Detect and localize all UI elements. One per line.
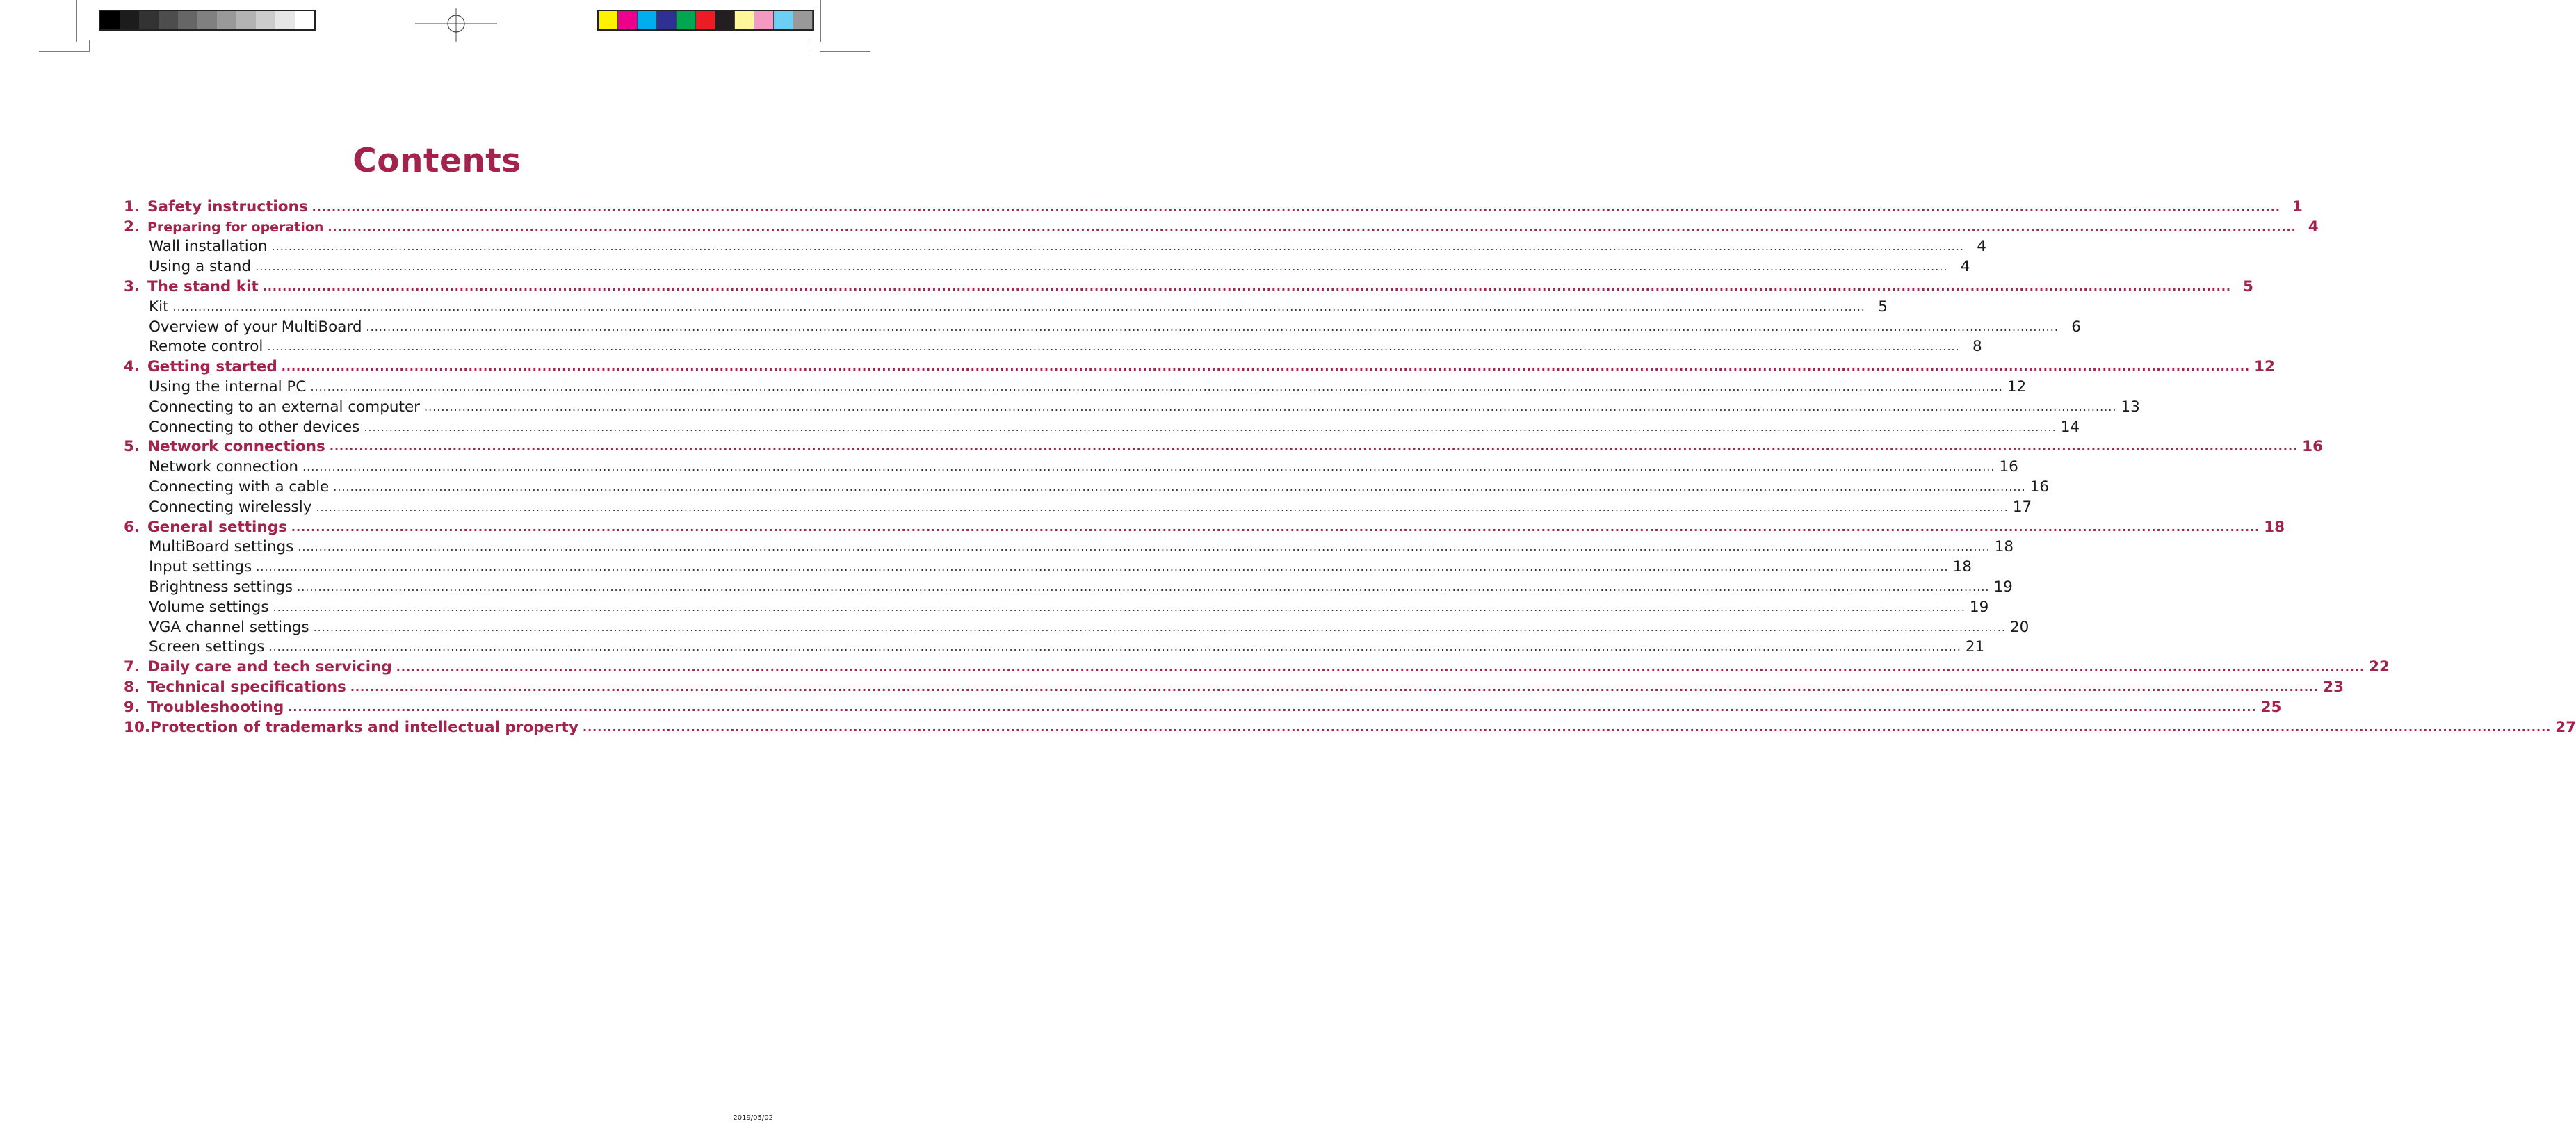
toc-chapter-number: 7. [124,658,140,676]
toc-page-number: 4 [2308,218,2319,236]
color-swatch [159,11,178,29]
toc-page-number: 21 [1965,638,1985,656]
toc-page-number: 18 [1994,538,2014,556]
toc-section-row[interactable] [124,537,2014,557]
toc-chapter-row[interactable] [124,437,2324,457]
toc-section-row[interactable] [124,377,2027,397]
color-swatch [256,11,275,29]
crop-mark [39,51,89,52]
dot-leader: ................................................................................................................................................................................................................................................................................................................................................................................................................ [267,340,1960,354]
toc-entry-title: Getting started [147,358,277,376]
toc-page-number: 13 [2121,398,2140,416]
color-calibration-bar [597,10,814,31]
toc-entry-title: Technical specifications [147,678,346,697]
dot-leader: ................................................................................................................................................................................................................................................................................................................................................................................................................ [291,520,2260,534]
page-title: Contents [353,142,521,180]
dot-leader: ................................................................................................................................................................................................................................................................................................................................................................................................................ [262,279,2231,293]
toc-chapter-number: 9. [124,698,140,716]
toc-page-number: 16 [2030,478,2050,496]
toc-page-number: 16 [2302,438,2324,456]
toc-section-row[interactable] [124,597,1989,617]
dot-leader: ................................................................................................................................................................................................................................................................................................................................................................................................................ [364,420,2057,434]
toc-chapter-number: 4. [124,358,140,376]
toc-page-number: 6 [2071,318,2081,336]
color-swatch [599,11,618,29]
toc-page-number: 5 [1878,298,1888,316]
dot-leader: ................................................................................................................................................................................................................................................................................................................................................................................................................ [582,720,2552,734]
toc-page-number: 14 [2060,418,2080,436]
toc-page-number: 4 [1977,238,1986,256]
toc-chapter-number: 5. [124,438,140,456]
toc-page-number: 12 [2007,378,2027,396]
toc-section-row[interactable] [124,557,1972,577]
color-swatch [638,11,657,29]
color-swatch [120,11,139,29]
dot-leader: ................................................................................................................................................................................................................................................................................................................................................................................................................ [311,200,2281,213]
toc-entry-title: Overview of your MultiBoard [149,318,362,336]
color-swatch [295,11,314,29]
toc-entry-title: Safety instructions [147,197,308,215]
dot-leader: ................................................................................................................................................................................................................................................................................................................................................................................................................ [271,240,1964,254]
toc-page-number: 25 [2260,698,2282,716]
toc-chapter-row[interactable] [124,197,2303,217]
toc-entry-title: Preparing for operation [147,219,324,235]
color-swatch [715,11,735,29]
toc-page-number: 18 [1952,558,1972,576]
toc-chapter-number: 3. [124,278,140,296]
toc-section-row[interactable] [124,237,1986,257]
dot-leader: ................................................................................................................................................................................................................................................................................................................................................................................................................ [297,580,1990,594]
color-swatch [618,11,638,29]
toc-entry-title: VGA channel settings [149,618,309,636]
dot-leader: ................................................................................................................................................................................................................................................................................................................................................................................................................ [310,380,2003,393]
toc-section-row[interactable] [124,337,1982,357]
toc-page-number: 27 [2555,718,2576,736]
toc-entry-title: Remote control [149,338,264,356]
color-swatch [217,11,236,29]
color-swatch [696,11,715,29]
dot-leader: ................................................................................................................................................................................................................................................................................................................................................................................................................ [313,620,2006,634]
toc-page-number: 16 [1999,458,2018,476]
toc-entry-title: The stand kit [147,278,259,296]
dot-leader: ................................................................................................................................................................................................................................................................................................................................................................................................................ [350,680,2319,694]
toc-page-number: 5 [2243,278,2253,296]
color-swatch [178,11,197,29]
dot-leader: ................................................................................................................................................................................................................................................................................................................................................................................................................ [273,600,1966,614]
print-date: 2019/05/02 [733,1114,773,1122]
dot-leader: ................................................................................................................................................................................................................................................................................................................................................................................................................ [327,220,2296,234]
toc-section-row[interactable] [124,256,1970,277]
toc-entry-title: Input settings [149,558,252,576]
grayscale-calibration-bar [99,10,316,31]
table-of-contents [124,197,2576,738]
dot-leader: ................................................................................................................................................................................................................................................................................................................................................................................................................ [316,500,2009,514]
toc-entry-title: Network connection [149,458,299,476]
toc-section-row[interactable] [124,297,1888,317]
toc-section-row[interactable] [124,417,2080,437]
toc-page-number: 8 [1972,338,1982,356]
toc-page-number: 4 [1960,258,1970,276]
toc-chapter-number: 10. [124,718,151,736]
toc-chapter-row[interactable] [124,717,2576,738]
toc-page-number: 12 [2254,358,2275,376]
crop-mark [89,40,90,52]
dot-leader: ................................................................................................................................................................................................................................................................................................................................................................................................................ [256,560,1949,574]
toc-entry-title: Troubleshooting [147,698,284,716]
toc-chapter-row[interactable] [124,677,2344,697]
toc-chapter-number: 1. [124,197,140,215]
toc-entry-title: Connecting wirelessly [149,498,312,516]
color-swatch [677,11,696,29]
toc-chapter-number: 6. [124,518,140,536]
toc-entry-title: Wall installation [149,238,268,256]
toc-section-row[interactable] [124,477,2050,497]
dot-leader: ................................................................................................................................................................................................................................................................................................................................................................................................................ [172,300,1865,314]
toc-page-number: 19 [1969,598,1989,616]
toc-entry-title: Brightness settings [149,578,293,596]
dot-leader: ................................................................................................................................................................................................................................................................................................................................................................................................................ [302,460,1995,474]
toc-page-number: 1 [2292,197,2303,215]
toc-section-row[interactable] [124,317,2081,337]
color-swatch [657,11,677,29]
registration-mark-icon [415,8,497,42]
dot-leader: ................................................................................................................................................................................................................................................................................................................................................................................................................ [329,440,2299,454]
toc-entry-title: Using the internal PC [149,378,307,396]
color-swatch [236,11,256,29]
toc-chapter-row[interactable] [124,217,2319,237]
dot-leader: ................................................................................................................................................................................................................................................................................................................................................................................................................ [366,320,2059,334]
toc-chapter-row[interactable] [124,657,2390,677]
color-swatch [793,11,813,29]
toc-entry-title: Kit [149,298,169,316]
toc-entry-title: MultiBoard settings [149,538,294,556]
toc-entry-title: Using a stand [149,258,252,276]
color-swatch [774,11,793,29]
toc-chapter-row[interactable] [124,697,2282,717]
crop-mark [820,51,870,52]
toc-section-row[interactable] [124,577,2013,597]
toc-chapter-row[interactable] [124,357,2275,377]
toc-entry-title: General settings [147,518,287,536]
toc-page-number: 20 [2009,618,2030,636]
dot-leader: ................................................................................................................................................................................................................................................................................................................................................................................................................ [298,540,1991,554]
toc-page-number: 17 [2012,498,2032,516]
toc-entry-title: Connecting with a cable [149,478,330,496]
color-swatch [100,11,120,29]
dot-leader: ................................................................................................................................................................................................................................................................................................................................................................................................................ [255,260,1948,274]
toc-chapter-number: 8. [124,678,140,697]
toc-chapter-row[interactable] [124,517,2285,537]
toc-entry-title: Network connections [147,438,325,456]
toc-page-number: 18 [2264,518,2285,536]
toc-chapter-row[interactable] [124,277,2253,297]
color-swatch [197,11,217,29]
toc-chapter-number: 2. [124,218,140,236]
crop-mark [820,0,821,42]
toc-entry-title: Screen settings [149,638,265,656]
color-swatch [139,11,159,29]
toc-entry-title: Connecting to an external computer [149,398,421,416]
dot-leader: ................................................................................................................................................................................................................................................................................................................................................................................................................ [268,640,1961,654]
dot-leader: ................................................................................................................................................................................................................................................................................................................................................................................................................ [396,660,2365,674]
toc-section-row[interactable] [124,497,2032,517]
toc-entry-title: Daily care and tech servicing [147,658,392,676]
dot-leader: ................................................................................................................................................................................................................................................................................................................................................................................................................ [424,400,2117,414]
dot-leader: ................................................................................................................................................................................................................................................................................................................................................................................................................ [288,700,2257,714]
dot-leader: ................................................................................................................................................................................................................................................................................................................................................................................................................ [333,480,2026,494]
toc-entry-title: Protection of trademarks and intellectual property [150,718,578,736]
toc-section-row[interactable] [124,637,1985,658]
toc-entry-title: Volume settings [149,598,269,616]
toc-section-row[interactable] [124,617,2030,637]
color-swatch [735,11,754,29]
toc-entry-title: Connecting to other devices [149,418,360,436]
toc-page-number: 19 [1993,578,2013,596]
crop-mark [76,0,77,42]
toc-section-row[interactable] [124,457,2018,477]
dot-leader: ................................................................................................................................................................................................................................................................................................................................................................................................................ [281,360,2251,374]
toc-section-row[interactable] [124,397,2140,417]
toc-page-number: 22 [2369,658,2390,676]
color-swatch [754,11,774,29]
color-swatch [275,11,295,29]
toc-page-number: 23 [2323,678,2344,697]
